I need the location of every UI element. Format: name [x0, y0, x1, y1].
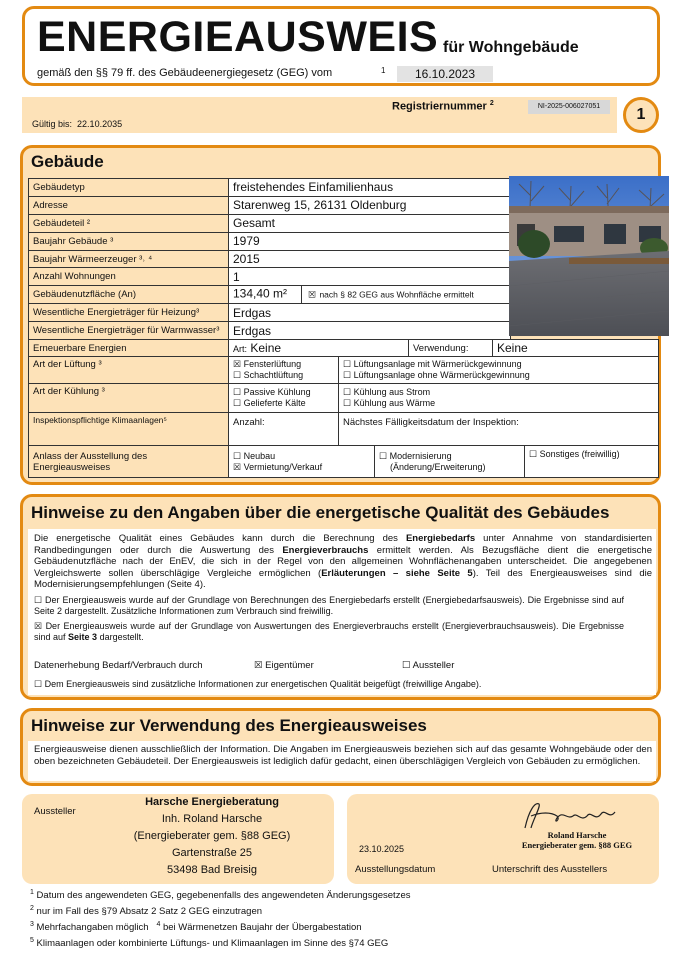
issuer-stamp: Roland Harsche Energieberater gem. §88 GEG [521, 830, 633, 850]
building-row-label: Adresse [29, 196, 229, 214]
building-row [29, 268, 511, 286]
page-number-badge: 1 [623, 97, 659, 133]
issuer-box [22, 794, 334, 884]
checkbox-unchecked[interactable]: ☐ [233, 398, 242, 408]
occasion-options-c: ☐ Sonstiges (freiwillig) [525, 446, 659, 478]
cooling-options-b: ☐ Kühlung aus Strom ☐ Kühlung aus Wärme [339, 384, 659, 413]
registry-strip [22, 97, 617, 133]
checkbox-checked[interactable]: ☒ [233, 359, 242, 369]
building-row-label: Wesentliche Energieträger für Heizung³ [29, 304, 229, 322]
renewable-row [28, 339, 659, 357]
ventilation-label: Art der Lüftung ³ [29, 357, 229, 384]
section-title: Gebäude [31, 152, 104, 171]
law-date: 16.10.2023 [397, 66, 493, 82]
issuer-company: Harsche Energieberatung [145, 796, 279, 808]
building-photo [509, 176, 669, 336]
building-row [29, 179, 511, 197]
footnote-ref: 1 [381, 66, 386, 75]
checkbox-unchecked[interactable]: ☐ [343, 398, 352, 408]
extra-info-option: ☐ Dem Energieausweis sind zusätzliche Informationen zur energetischen Qualität beigefügt (freiwillige Angabe). [34, 679, 482, 689]
building-row-value: Erdgas [229, 322, 511, 340]
inspection-label: Inspektionspflichtige Klimaanlagen⁵ [29, 413, 229, 446]
building-row-label: Gebäudenutzfläche (An) [29, 286, 229, 304]
inspection-count: Anzahl: [229, 413, 339, 446]
option-consumption-certificate: ☒ Der Energieausweis wurde auf der Grundlage von Auswertungen des Energieverbrauchs erstellt (Energieverbrauchsausweis). Die Ergebnisse sind auf Seite 3 dargestellt. [34, 621, 624, 642]
building-row-label: Baujahr Wärmeerzeuger ³˒ ⁴ [29, 250, 229, 268]
renewable-use-label: Verwendung: [409, 340, 493, 357]
signature-label: Unterschrift des Ausstellers [492, 864, 608, 875]
document-subtitle: für Wohngebäude [443, 39, 579, 56]
checkbox-unchecked[interactable]: ☐ [343, 370, 352, 380]
inspection-row [28, 412, 659, 446]
ventilation-options-b: ☐ Lüftungsanlage mit Wärmerückgewinnung ☐ Lüftungsanlage ohne Wärmerückgewinnung [339, 357, 659, 384]
building-row-value: 2015 [229, 250, 511, 268]
building-row [29, 232, 511, 250]
handwritten-signature [517, 798, 637, 834]
building-row [29, 214, 511, 232]
building-row-value: Starenweg 15, 26131 Oldenburg [229, 196, 511, 214]
usage-notes-body [28, 741, 656, 781]
checkbox-unchecked[interactable]: ☐ [343, 387, 352, 397]
building-row [29, 250, 511, 268]
checkbox-unchecked[interactable]: ☐ [529, 449, 538, 459]
building-row-label: Gebäudetyp [29, 179, 229, 197]
signature-box [347, 794, 659, 884]
footnotes [30, 886, 410, 951]
ventilation-row [28, 356, 659, 384]
occasion-options-a: ☐ Neubau ☒ Vermietung/Verkauf [229, 446, 375, 478]
building-row-value: Erdgas [229, 304, 511, 322]
checkbox-unchecked[interactable]: ☐ [34, 679, 43, 689]
building-row-value: freistehendes Einfamilienhaus [229, 179, 511, 197]
building-row-label: Gebäudeteil ² [29, 214, 229, 232]
building-row-value: 1 [229, 268, 511, 286]
checkbox-unchecked[interactable]: ☐ [233, 370, 242, 380]
usage-paragraph: Energieausweise dienen ausschließlich der Information. Die Angaben im Energieausweis beziehen sich auf das gesamte Wohngebäude oder den oben bezeichneten Gebäudeteil. Der Energieausweis ist lediglich dafür gedacht, einen überschlägigen Vergleich von Gebäuden zu ermöglichen. [34, 744, 652, 767]
issuer-street: Gartenstraße 25 [171, 847, 253, 859]
footnote-item: $^3$ Mehrfachangaben möglich $^4$ bei Wärmenetzen Baujahr der Übergabestation [30, 921, 362, 934]
ventilation-options-a: ☒ Fensterlüftung ☐ Schachtlüftung [229, 357, 339, 384]
registry-label: Registriernummer $^2$ [392, 100, 494, 113]
checkbox-checked[interactable]: ☒ [308, 290, 317, 301]
quality-notes-section [20, 494, 661, 700]
checkbox-unchecked[interactable]: ☐ [233, 387, 242, 397]
data-by-issuer: ☐ Aussteller [402, 660, 455, 671]
quality-notes-body [28, 529, 656, 695]
inspection-next-date: Nächstes Fälligkeitsdatum der Inspektion: [339, 413, 659, 446]
checkbox-checked[interactable]: ☒ [254, 660, 263, 671]
occasion-label: Anlass der Ausstellung des Energieausweises [29, 446, 229, 478]
building-row-value: 1979 [229, 232, 511, 250]
document-title: ENERGIEAUSWEIS [37, 13, 439, 61]
building-row [29, 196, 511, 214]
building-row [29, 286, 511, 304]
checkbox-unchecked[interactable]: ☐ [233, 450, 242, 461]
area-method: nach § 82 GEG aus Wohnfläche ermittelt [319, 290, 474, 301]
area-value: 134,40 m² [233, 287, 288, 302]
valid-until: Gültig bis: 22.10.2035 [32, 119, 123, 129]
section-title: Hinweise zu den Angaben über die energetische Qualität des Gebäudes [31, 503, 610, 522]
checkbox-checked[interactable]: ☒ [34, 621, 43, 631]
data-by-owner: ☒ Eigentümer [254, 660, 314, 671]
renewable-type: Art: Keine [229, 340, 409, 357]
occasion-row [28, 445, 659, 478]
section-title: Hinweise zur Verwendung des Energieausweises [31, 716, 427, 735]
footnote-item: $^2$ nur im Fall des §79 Absatz 2 Satz 2 GEG einzutragen [30, 905, 263, 918]
cooling-label: Art der Kühlung ³ [29, 384, 229, 413]
building-row-label: Anzahl Wohnungen [29, 268, 229, 286]
legal-basis: gemäß den §§ 79 ff. des Gebäudeenergiegesetz (GEG) vom [37, 67, 333, 79]
checkbox-checked[interactable]: ☒ [233, 461, 242, 472]
issuer-owner: Inh. Roland Harsche [161, 813, 263, 825]
footnote-item: $^1$ Datum des angewendeten GEG, gegebenenfalls des angewendeten Änderungsgesetzes [30, 889, 411, 902]
issue-date-label: Ausstellungsdatum [355, 864, 436, 875]
checkbox-unchecked[interactable]: ☐ [34, 595, 43, 605]
building-row-value [229, 286, 511, 304]
issuer-label: Aussteller [34, 806, 76, 817]
footnote-item: $^5$ Klimaanlagen oder kombinierte Lüftungs- und Klimaanlagen im Sinne des §74 GEG [30, 937, 389, 950]
building-row-value: Gesamt [229, 214, 511, 232]
data-collection-label: Datenerhebung Bedarf/Verbrauch durch [34, 660, 203, 671]
checkbox-unchecked[interactable]: ☐ [379, 450, 388, 461]
issuer-qualification: (Energieberater gem. §88 GEG) [133, 830, 291, 842]
checkbox-unchecked[interactable]: ☐ [343, 359, 352, 369]
building-row [29, 322, 511, 340]
renewable-label: Erneuerbare Energien [29, 340, 229, 357]
cooling-options-a: ☐ Passive Kühlung ☐ Gelieferte Kälte [229, 384, 339, 413]
issuer-address-block [102, 794, 322, 879]
checkbox-unchecked[interactable]: ☐ [402, 660, 411, 671]
issue-date: 23.10.2025 [359, 844, 405, 854]
building-row [29, 304, 511, 322]
issuer-city: 53498 Bad Breisig [167, 864, 257, 876]
quality-intro-paragraph: Die energetische Qualität eines Gebäudes kann durch die Berechnung des Energiebedarfs unter Annahme von standardisierten Randbedingungen oder durch die Auswertung des Energieverbrauchs ermittelt werden. Als Bezugsfläche dient die energetische Gebäudenutzfläche nach der EnEV, die sich in der Regel von den allgemeinen Wohnflächenangaben unterscheidet. Die angegebenen Vergleichswerte sollen überschlägige Vergleiche ermöglichen (Erläuterungen – siehe Seite 5). Teil des Energieausweises sind die Modernisierungsempfehlungen (Seite 4). [34, 533, 653, 590]
header-box [22, 6, 660, 86]
cooling-row [28, 383, 659, 413]
option-demand-certificate: ☐ Der Energieausweis wurde auf der Grundlage von Berechnungen des Energiebedarfs erstellt (Energiebedarfsausweis). Die Ergebnisse sind auf Seite 2 dargestellt. Zusätzliche Informationen zum Verbrauch sind freiwillig. [34, 595, 624, 616]
building-table [28, 178, 511, 340]
building-row-label: Wesentliche Energieträger für Warmwasser³ [29, 322, 229, 340]
renewable-use-value: Keine [493, 340, 659, 357]
building-row-label: Baujahr Gebäude ³ [29, 232, 229, 250]
usage-notes-section [20, 708, 661, 786]
occasion-options-b: ☐ Modernisierung (Änderung/Erweiterung) [375, 446, 525, 478]
registry-number: NI-2025-006027051 [528, 100, 610, 114]
